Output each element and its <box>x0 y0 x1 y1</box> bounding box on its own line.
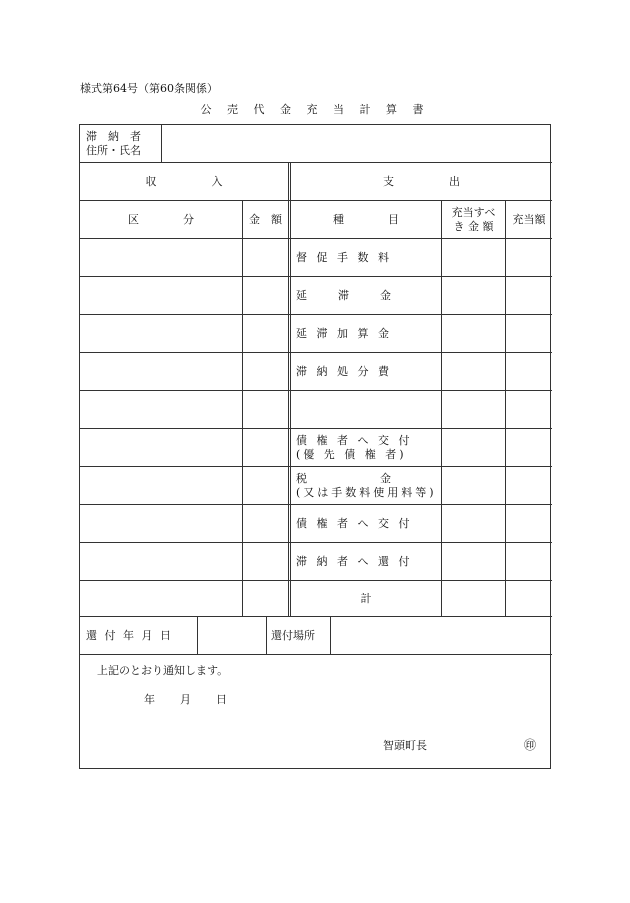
expense-item <box>296 467 437 504</box>
column-due-amount <box>442 201 505 238</box>
seal-mark: ㊞ <box>524 738 537 752</box>
expense-item-line: 延 滞 金 <box>296 288 394 302</box>
expense-item <box>296 505 437 542</box>
income-header: 収 入 <box>145 174 223 188</box>
column-type: 種 目 <box>333 212 399 226</box>
delinquent-label <box>86 129 156 159</box>
total-label: 計 <box>360 591 372 605</box>
notice-date: 年 月 日 <box>144 693 228 706</box>
expense-header: 支 出 <box>383 174 460 188</box>
expense-item-line: 延 滞 加 算 金 <box>296 326 392 340</box>
column-amount: 金 額 <box>249 212 282 226</box>
refund-date-field[interactable] <box>198 617 266 654</box>
column-applied: 充当額 <box>512 212 546 226</box>
expense-item-line: 債 権 者 へ 交 付 <box>296 433 413 447</box>
delinquent-label-line1: 滞 納 者 <box>86 130 141 144</box>
delinquent-value-field[interactable] <box>162 125 552 162</box>
expense-item <box>296 315 437 352</box>
delinquent-label-line2: 住所・氏名 <box>86 144 141 157</box>
expense-item-line: 滞 納 処 分 費 <box>296 364 392 378</box>
expense-item <box>296 391 437 428</box>
refund-place-field[interactable] <box>331 617 552 654</box>
notice-text: 上記のとおり通知します。 <box>97 664 229 677</box>
refund-place-label: 還付場所 <box>271 628 315 642</box>
expense-item <box>296 277 437 314</box>
expense-item <box>296 429 437 466</box>
expense-item-line: 債 権 者 へ 交 付 <box>296 516 413 530</box>
expense-item-line: (又は手数料使用料等) <box>296 485 437 499</box>
calculation-form <box>79 124 551 769</box>
expense-item-line: (優 先 債 権 者) <box>296 447 407 461</box>
expense-item <box>296 543 437 580</box>
expense-item <box>296 239 437 276</box>
document-title: 公 売 代 金 充 当 計 算 書 <box>200 103 430 116</box>
column-category: 区 分 <box>128 212 194 226</box>
expense-item-line: 督 促 手 数 料 <box>296 250 392 264</box>
refund-date-label: 還 付 年 月 日 <box>86 628 173 642</box>
expense-item-line: 税 金 <box>296 471 394 485</box>
column-due-line1: 充当すべ <box>451 205 496 219</box>
expense-item-line: 滞 納 者 へ 還 付 <box>296 554 413 568</box>
expense-item <box>296 353 437 390</box>
form-number: 様式第64号（第60条関係） <box>80 82 218 95</box>
column-due-line2: き 金 額 <box>453 219 494 233</box>
signatory: 智頭町長 <box>383 739 427 752</box>
